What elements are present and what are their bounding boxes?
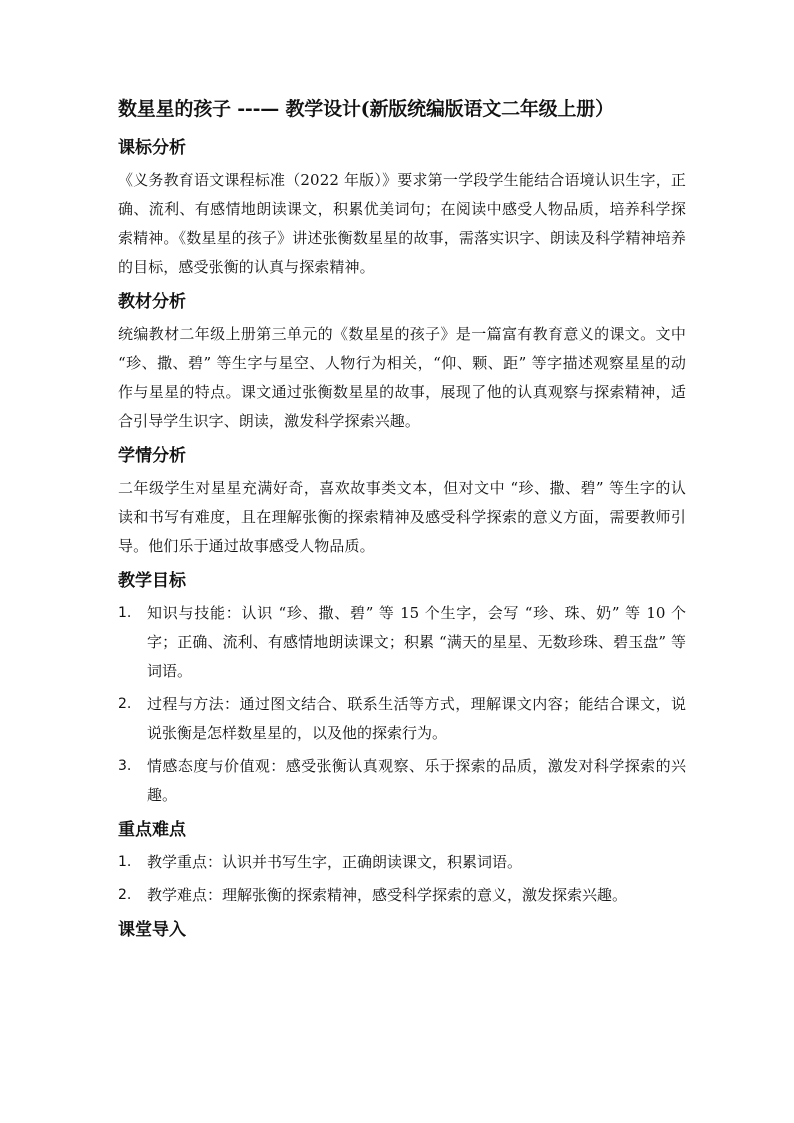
section-heading: 重点难点 <box>118 820 186 840</box>
list-item <box>118 848 686 877</box>
list-number: 2. <box>118 887 132 903</box>
section-heading: 教学目标 <box>118 571 186 591</box>
list-item <box>118 599 686 686</box>
section-heading: 教材分析 <box>118 292 186 312</box>
section-learner-analysis <box>118 444 686 561</box>
section-paragraph: 《义务教育语文课程标准（2022 年版）》要求第一学段学生能结合语境认识生字，正确、流利、有感情地朗读课文，积累优美词句；在阅读中感受人物品质，培养科学探索精神。《数星星的孩子》讲述张衡数星星的故事，需落实识字、朗读及科学精神培养的目标，感受张衡的认真与探索精神。 <box>118 171 686 276</box>
section-lesson-introduction <box>118 918 686 942</box>
section-curriculum-analysis <box>118 136 686 282</box>
section-heading: 课堂导入 <box>118 920 186 940</box>
section-textbook-analysis <box>118 290 686 436</box>
section-paragraph: 统编教材二年级上册第三单元的《数星星的孩子》是一篇富有教育意义的课文。文中 “珍、撒、碧” 等生字与星空、人物行为相关，“仰、颗、距” 等字描述观察星星的动作与星星的特点。课文通过张衡数星星的故事，展现了他的认真观察与探索精神，适合引导学生识字、朗读，激发科学探索兴趣。 <box>118 325 686 430</box>
list-text: 教学重点：认识并书写生字，正确朗读课文，积累词语。 <box>147 853 523 871</box>
list-number: 2. <box>118 696 132 712</box>
section-paragraph: 二年级学生对星星充满好奇，喜欢故事类文本，但对文中 “珍、撒、碧” 等生字的认读和书写有难度，且在理解张衡的探索精神及感受科学探索的意义方面，需要教师引导。他们乐于通过故事感受人物品质。 <box>118 479 686 555</box>
list-text: 知识与技能：认识 “珍、撒、碧” 等 15 个生字，会写 “珍、珠、奶” 等 10 个字；正确、流利、有感情地朗读课文；积累 “满天的星星、无数珍珠、碧玉盘” 等词语。 <box>147 604 686 680</box>
list-item <box>118 881 686 910</box>
list-text: 情感态度与价值观：感受张衡认真观察、乐于探索的品质，激发对科学探索的兴趣。 <box>147 757 686 804</box>
document-title: 数星星的孩子 ---— 教学设计(新版统编版语文二年级上册） <box>118 98 614 120</box>
list-number: 3. <box>118 758 132 774</box>
list-item <box>118 690 686 748</box>
difficulties-list <box>118 848 686 910</box>
list-text: 过程与方法：通过图文结合、联系生活等方式，理解课文内容；能结合课文，说说张衡是怎样数星星的，以及他的探索行为。 <box>147 695 686 742</box>
section-teaching-objectives <box>118 569 686 810</box>
section-heading: 学情分析 <box>118 446 186 466</box>
section-heading: 课标分析 <box>118 138 186 158</box>
list-number: 1. <box>118 854 132 870</box>
section-key-difficulties <box>118 818 686 910</box>
list-text: 教学难点：理解张衡的探索精神，感受科学探索的意义，激发探索兴趣。 <box>147 886 628 904</box>
list-item <box>118 752 686 810</box>
list-number: 1. <box>118 605 132 621</box>
document-body <box>118 96 686 950</box>
objectives-list <box>118 599 686 810</box>
